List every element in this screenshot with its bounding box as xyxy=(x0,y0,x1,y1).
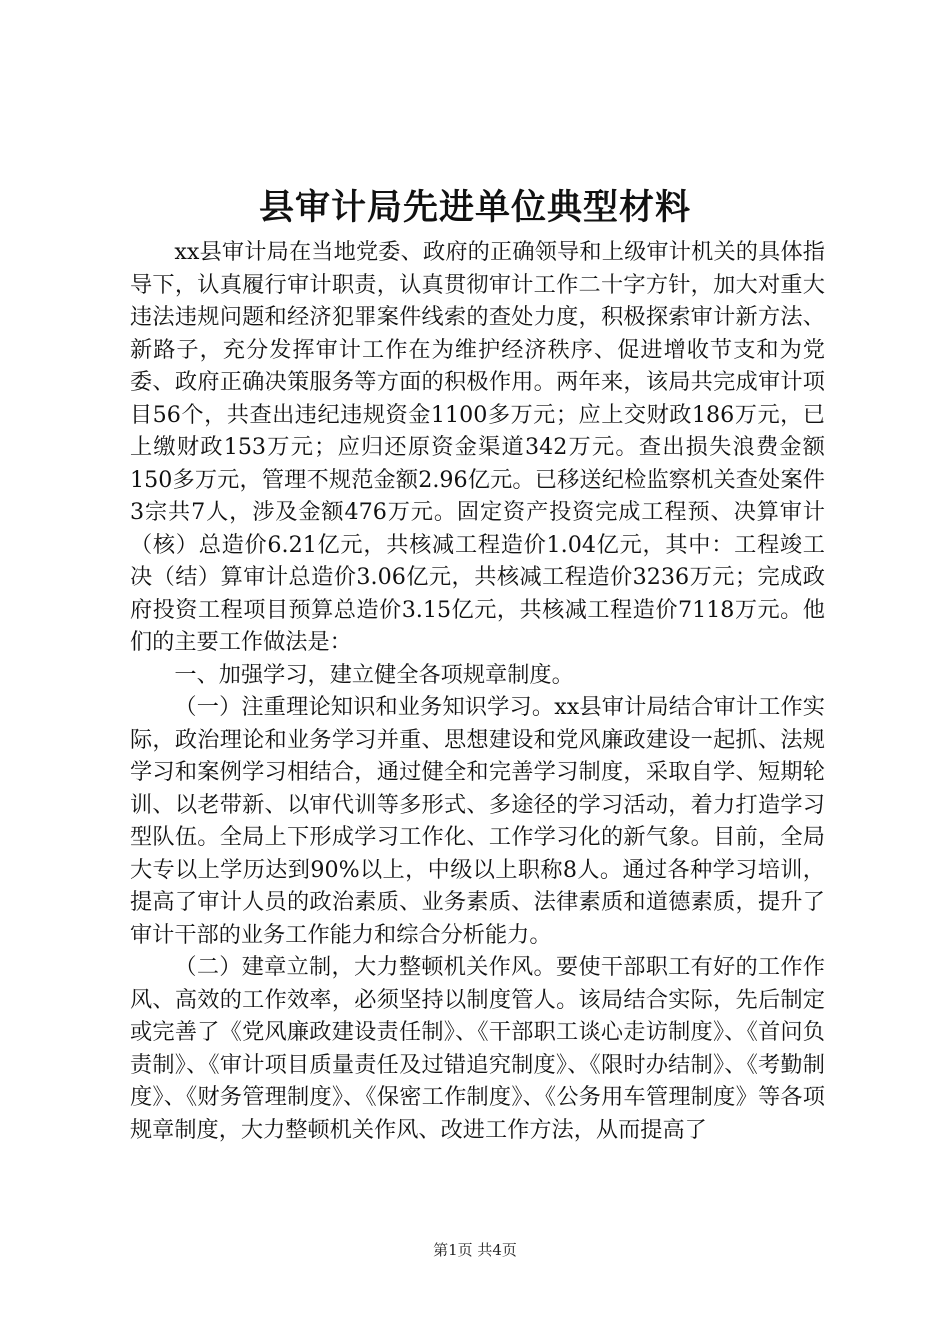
paragraph-intro: xx县审计局在当地党委、政府的正确领导和上级审计机关的具体指导下，认真履行审计职责，认真贯彻审计工作二十字方针，加大对重大违法违规问题和经济犯罪案件线索的查处力度，积极探索审计新方法、新路子，充分发挥审计工作在为维护经济秩序、促进增收节支和为党委、政府正确决策服务等方面的积极作用。两年来，该局共完成审计项目56个，共查出违纪违规资金1100多万元；应上交财政186万元，已上缴财政153万元；应归还原资金渠道342万元。查出损失浪费金额150多万元，管理不规范金额2.96亿元。已移送纪检监察机关查处案件3宗共7人，涉及金额476万元。固定资产投资完成工程预、决算审计（核）总造价6.21亿元，共核减工程造价1.04亿元，其中：工程竣工决（结）算审计总造价3.06亿元，共核减工程造价3236万元；完成政府投资工程项目预算总造价3.15亿元，共核减工程造价7118万元。他们的主要工作做法是： xyxy=(130,239,825,655)
paragraph-subsection-1: （一）注重理论知识和业务知识学习。xx县审计局结合审计工作实际，政治理论和业务学习并重、思想建设和党风廉政建设一起抓、法规学习和案例学习相结合，通过健全和完善学习制度，采取自学、短期轮训、以老带新、以审代训等多形式、多途径的学习活动，着力打造学习型队伍。全局上下形成学习工作化、工作学习化的新气象。目前，全局大专以上学历达到90%以上，中级以上职称8人。通过各种学习培训，提高了审计人员的政治素质、业务素质、法律素质和道德素质，提升了审计干部的业务工作能力和综合分析能力。 xyxy=(130,694,825,948)
page-number-footer: 第1页 共4页 xyxy=(433,1241,517,1259)
document-body xyxy=(130,236,825,1146)
document-title: 县审计局先进单位典型材料 xyxy=(258,188,691,228)
paragraph-section-heading: 一、加强学习，建立健全各项规章制度。 xyxy=(174,661,574,688)
paragraph-subsection-2: （二）建章立制，大力整顿机关作风。要使干部职工有好的工作作风、高效的工作效率，必须坚持以制度管人。该局结合实际，先后制定或完善了《党风廉政建设责任制》、《干部职工谈心走访制度》、《首问负责制》、《审计项目质量责任及过错追究制度》、《限时办结制》、《考勤制度》、《财务管理制度》、《保密工作制度》、《公务用车管理制度》等各项规章制度，大力整顿机关作风、改进工作方法，从而提高了 xyxy=(130,954,825,1143)
